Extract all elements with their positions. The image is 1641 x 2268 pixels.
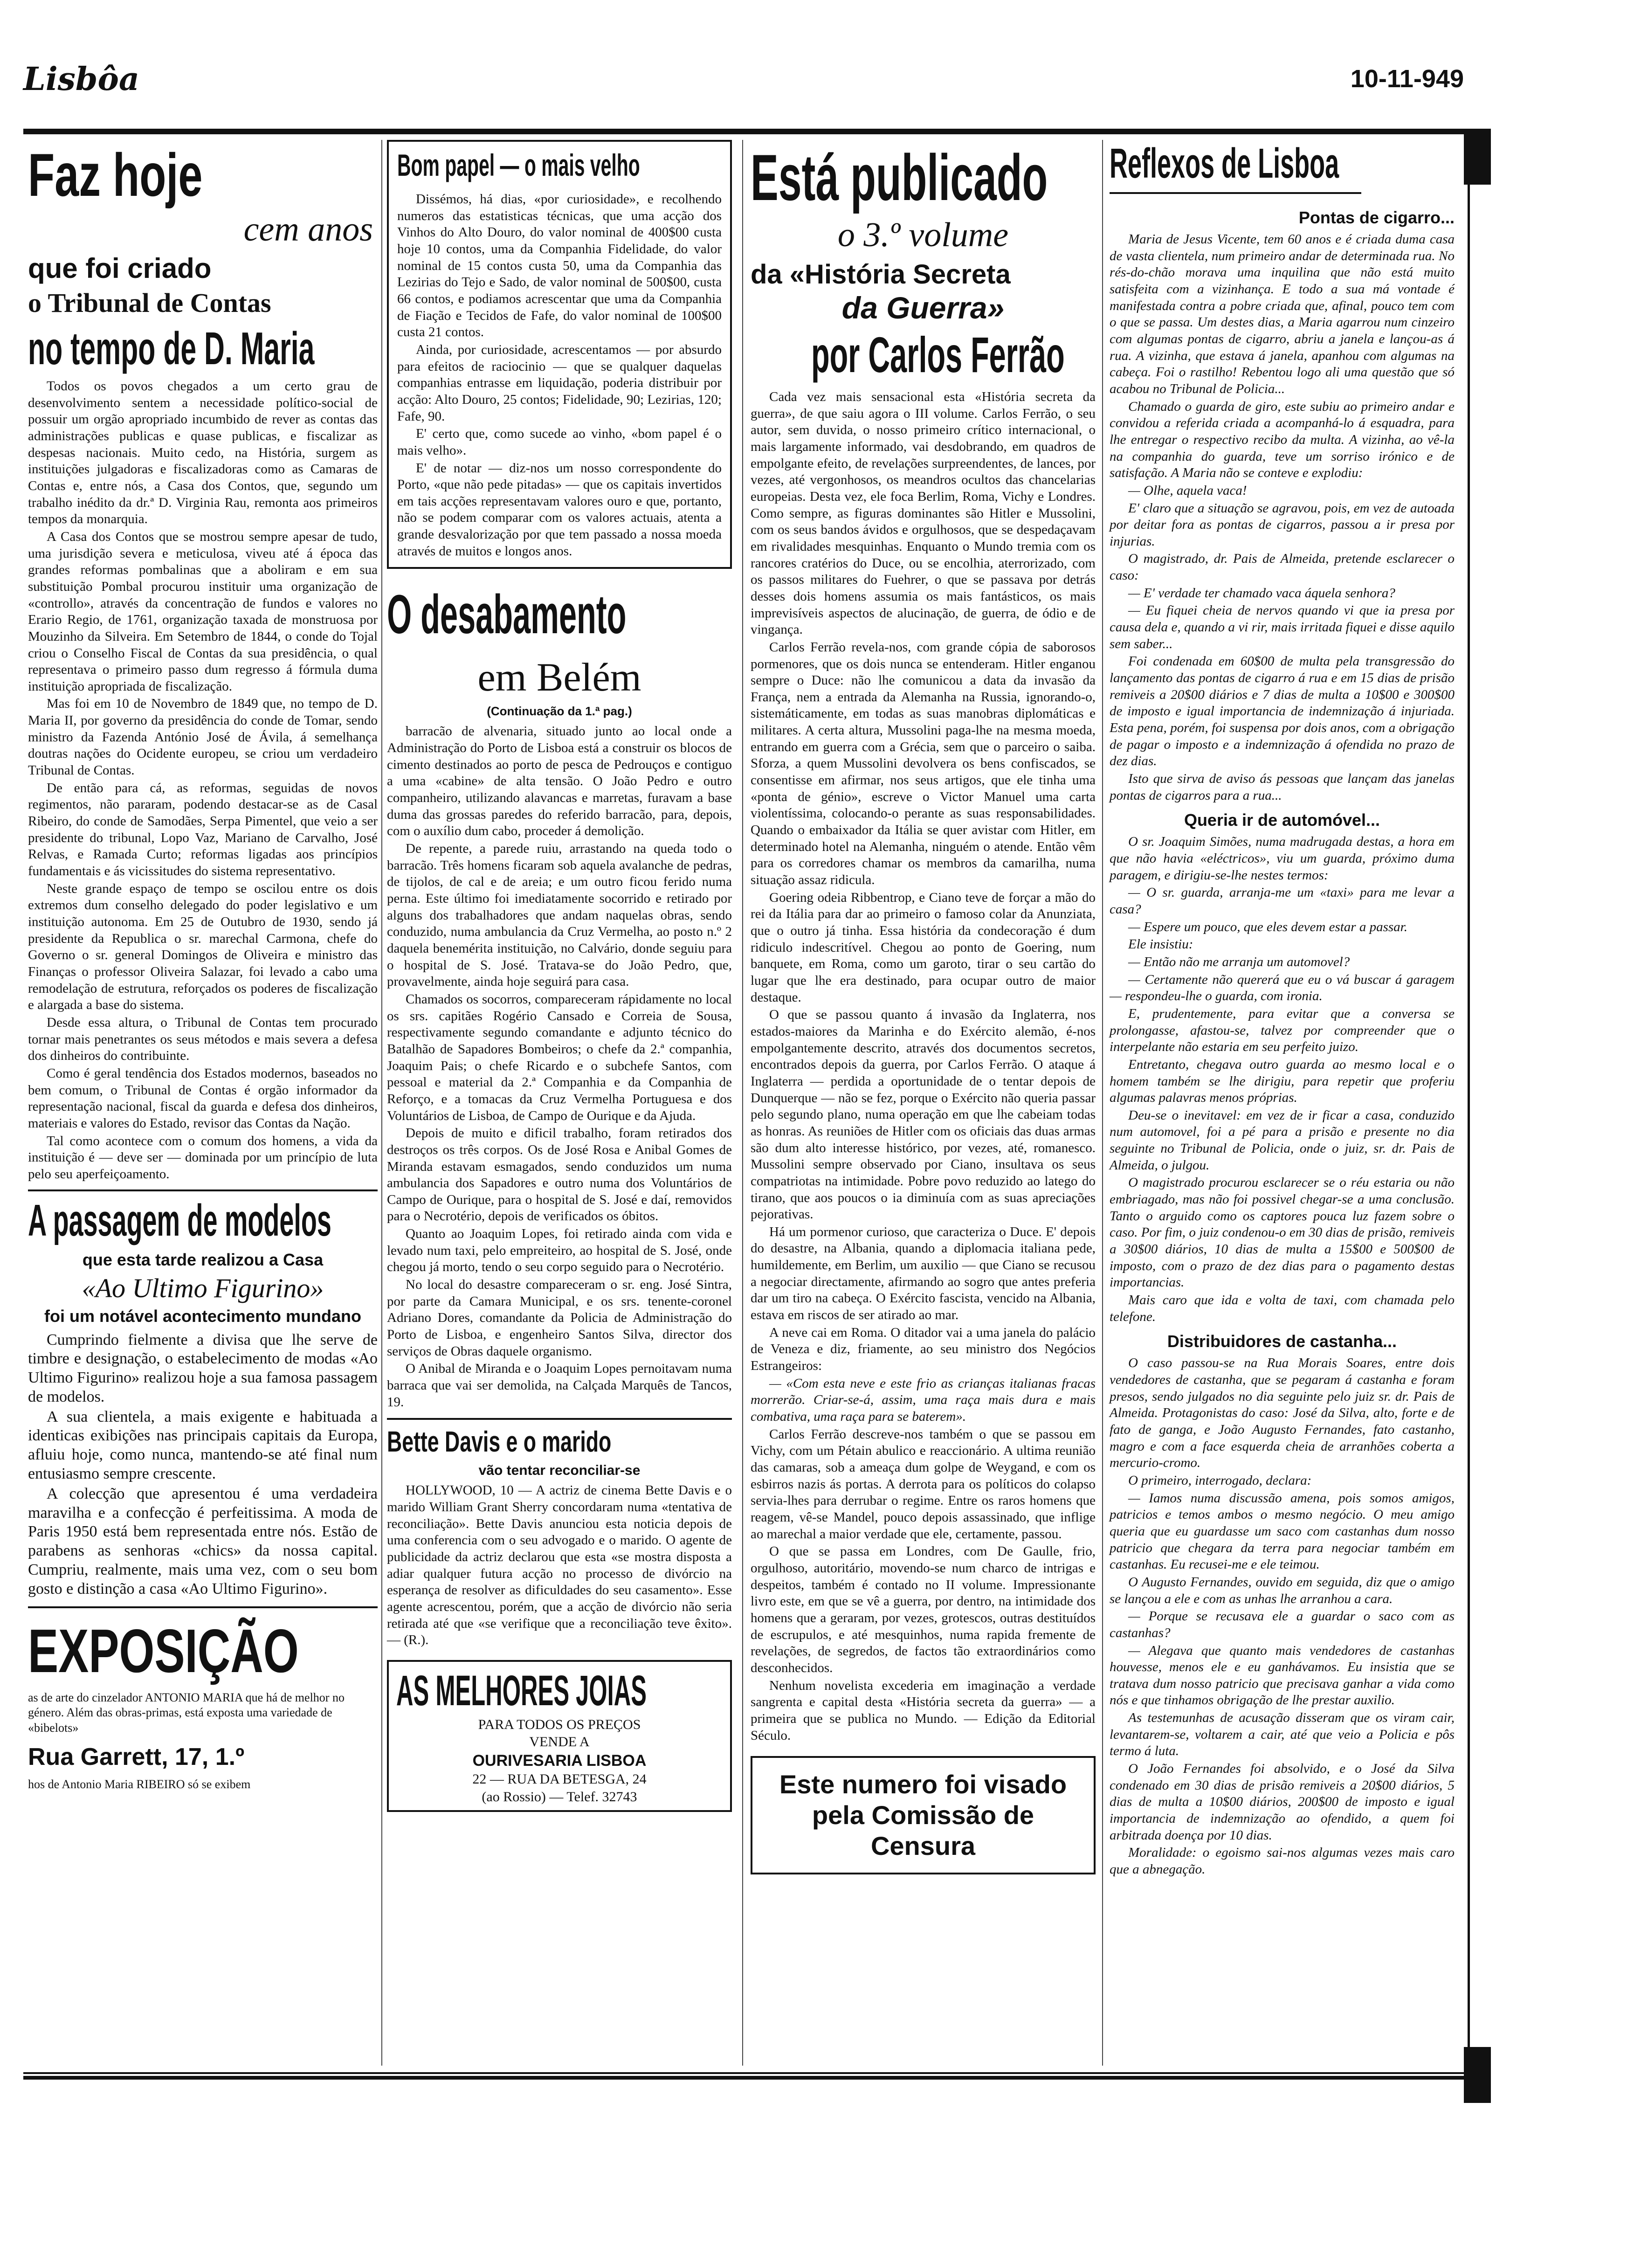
column-4 <box>1110 140 1455 1879</box>
desabamento-body <box>387 723 732 1411</box>
paragraph: — Iamos numa discussão amena, pois somos amigos, patricios e temos ambos o mesmo negócio. O meu amigo queria que eu guardasse um saco com castanhas dum nosso patricio que chegara da terra para negociar também em castanhas. Eu recusei-me e ele teimou. <box>1110 1490 1455 1572</box>
subhead-reconciliar: vão tentar reconciliar-se <box>478 1463 641 1479</box>
subhead-figurino: «Ao Ultimo Figurino» <box>82 1272 324 1303</box>
paragraph: Desde essa altura, o Tribunal de Contas tem procurado tornar mais penetrantes os seus métodos e mais severa a defesa dos dinheiros do contribuinte. <box>28 1015 378 1064</box>
headline-faz-hoje: Faz hoje <box>28 141 203 209</box>
headline-que-foi-criado: que foi criado <box>28 253 212 284</box>
paragraph: Todos os povos chegados a um certo grau de desenvolvimento sentem a necessidade político-social de possuir um orgão apropriado incumbido de rever as contas das administrações publicas e quase publicas, e fiscalizar as despesas nacionais. Muito cedo, na História, surgem as instituições julgadoras e fiscalizadoras como as Camaras de Contas e, entre nós, a Casa dos Contos, que, segundo um trabalho inédito da dr.ª D. Virginia Rau, remonta aos primeiros tempos da monarquia. <box>28 379 378 527</box>
paragraph: O Anibal de Miranda e o Joaquim Lopes pernoitavam numa barraca que vai ser demolida, na Calçada Marquês de Tancos, 19. <box>387 1361 732 1410</box>
paragraph: O primeiro, interrogado, declara: <box>1128 1473 1312 1488</box>
paragraph: A neve cai em Roma. O ditador vai a uma janela do palácio de Veneza e diz, friamente, ao seu ministro dos Negócios Estrangeiros: <box>751 1325 1096 1374</box>
paragraph: Chamado o guarda de giro, este subiu ao primeiro andar e convidou a referida criada a acompanhá-lo á esquadra, para lhe entregar o respectivo recibo da multa. A vizinha, ao vê-la na companhia do guarda, teve um sorriso irónico e de satisfação. A Maria não se conteve e explodiu: <box>1110 399 1455 481</box>
continuation-note: (Continuação da 1.ª pag.) <box>487 704 632 719</box>
paragraph: O caso passou-se na Rua Morais Soares, entre dois vendedores de castanha, que se pegaram á castanha e foram presos, sendo julgados no dia seguinte pelo juiz sr. dr. Pais de Almeida. Protagonistas do caso: José da Silva, alto, forte e de fato de ganga, e João Augusto Fernandes, fato castanho, magro e com a face esquerda cheia de arranhões coberta a mercurio-cromo. <box>1110 1355 1455 1471</box>
reflexos-header <box>1110 140 1361 194</box>
paragraph: Moralidade: o egoismo sai-nos algumas vezes mais caro que a abnegação. <box>1110 1845 1455 1877</box>
subhead-tarde: que esta tarde realizou a Casa <box>82 1250 324 1269</box>
paragraph: E' de notar — diz-nos um nosso correspondente do Porto, «que não pede pitadas» — que os capitais invertidos em tais acções representavam valores ouro e que, portanto, não se podem comparar com os valores actuais, atenta a grande desvalorização por que tem passado a nossa moeda através de muitos e longos anos. <box>397 460 722 559</box>
paragraph: Depois de muito e dificil trabalho, foram retirados dos destroços os três corpos. Os de José Rosa e Anibal Gomes de Miranda estavam esmagados, sendo conduzidos um numa ambulancia dos Sapadores e outro numa dos Voluntários de Campo de Ourique, para o hospital de S. José e daí, removidos para o Necrotério, depois de verificados os óbitos. <box>387 1126 732 1224</box>
paragraph: Cada vez mais sensacional esta «História secreta da guerra», de que saiu agora o III volume. Carlos Ferrão, o seu autor, sem duvida, o nosso primeiro crítico internacional, o mais largamente informado, vai desdobrando, em quadros de empolgante efeito, de revelações surpreendentes, de lances, por vezes, até vergonhosos, os meandros ocultos das chancelarias europeias. Desta vez, ele foca Berlim, Roma, Vichy e Londres. Como sempre, as figuras dominantes são Hitler e Mussolini, com os seus bandos ávidos e orgulhosos, que se despedaçavam em rivalidades mesquinhas. Enquanto o Mundo tremia com os rancores cratérios do Duce, ou se encolhia, aterrorizado, com os passos militares do Fuehrer, o que se passava por detrás desses dois homens assumia os mais fantásticos, os mais imprevisíveis aspectos de alucinação, de guerra, de ódio e de vingança. <box>751 389 1096 637</box>
paragraph: Carlos Ferrão revela-nos, com grande cópia de saborosos pormenores, que os dois nunca se entenderam. Hitler enganou sempre o Duce: não lhe comunicou a data da invasão da França, nem a entrada da Alemanha na Russia, ignorando-o, sistemáticamente, em todas as suas manobras diplomáticas e militares. A certa altura, Mussolini paga-lhe na mesma moeda, entrando em guerra com a Grécia, sem que o parceiro o saiba. Sforza, a quem Mussolini devolvera os bens confiscados, se consentisse em afirmar, nos seus artigos, que ele tinha uma «ponta de génio», escreve o Victor Manuel uma carta violentíssima, colocando-o perante as suas responsabilidades. Quando o embaixador da Itália se quer avistar com Hitler, em determinado hotel na Alemanha, ninguém o atende. Então vêm para os corredores chamar os membros da camarilha, numa situação assaz ridicula. <box>751 639 1096 888</box>
censorship-notice: Este numero foi visado pela Comissão de Censura <box>751 1756 1096 1874</box>
article-historia-body <box>751 389 1096 1744</box>
paragraph: Mas foi em 10 de Novembro de 1849 que, no tempo de D. Maria II, por governo da presidência do conde de Tomar, sendo ministro da Fazenda António José de Ávila, á semelhança doutras nações do Ocidente europeu, se criou um verdadeiro Tribunal de Contas. <box>28 696 378 778</box>
paragraph: O João Fernandes foi absolvido, e o José da Silva condenado em 30 dias de prisão remiveis a 20$00 diários, 5 dias de multa a 10$00 diários, 200$00 de imposto e igual importancia de indemnização ao ofendido, a quem foi arbitrada doença por 10 dias. <box>1110 1761 1455 1843</box>
headline-em-belem: em Belém <box>477 655 641 700</box>
ad-joias-line: PARA TODOS OS PREÇOS <box>478 1716 641 1732</box>
paragraph: — Alegava que quanto mais vendedores de castanhas houvesse, menos ele e eu ganhávamos. Eu insistia que se tratava dum nosso patricio que precisava ganhar a vida como nós e que tinhamos obrigação de lhe prestar auxilio. <box>1110 1643 1455 1708</box>
paragraph: — Eu fiquei cheia de nervos quando vi que ia presa por causa dela e, quando a vi rir, mais irritada fiquei e disse aquilo sem saber... <box>1110 603 1455 651</box>
paragraph: E' certo que, como sucede ao vinho, «bom papel é o mais velho». <box>397 426 722 458</box>
headline-cem-anos: cem anos <box>243 210 373 249</box>
exposicao-text: as de arte do cinzelador ANTONIO MARIA que há de melhor no género. Além das obras-primas, está exposta uma variedade de «bibelots» <box>28 1690 345 1735</box>
article-passagem <box>28 1189 378 1599</box>
article-passagem-body <box>28 1331 378 1599</box>
headline-tribunal: o Tribunal de Contas <box>28 288 271 318</box>
paragraph: Nenhum novelista excederia em imaginação a verdade sangrenta e capital desta «História secreta da guerra» — a primeira que se publica no Mundo. — Edição da Editorial Século. <box>751 1678 1096 1743</box>
ad-exposicao <box>28 1606 378 1792</box>
paragraph: Foi condenada em 60$00 de multa pela transgressão do lançamento das pontas de cigarro á rua e em 15 dias de prisão remiveis a 20$00 diários e 7 dias de multa a 10$00 e 300$00 de imposto e igual importancia de indemnização á injuriada. Esta pena, porém, foi suspensa por dois anos, com a obrigação de pagar o imposto e a indemnização á ofendida no prazo de dez dias. <box>1110 654 1455 769</box>
section-castanha <box>1110 1355 1455 1878</box>
paragraph: Mais caro que ida e volta de taxi, com chamada pelo telefone. <box>1110 1293 1455 1324</box>
paragraph: Chamados os socorros, compareceram rápidamente no local os srs. capitães Rogério Cansado e Correia de Sousa, respectivamente segundo comandante e adjunto técnico do Batalhão de Sapadores Bombeiros; o chefe da 2.ª companhia, Joaquim Pais; o chefe Ricardo e o subchefe Santos, com pessoal e material da 2.ª Companhia e da Companhia de Reforço, e a tomacas da Cruz Vermelha Portuguesa e dos Voluntários de Lisboa, de Campo de Ourique e da Ajuda. <box>387 991 732 1123</box>
headline-bette-davis: Bette Davis e o marido <box>387 1426 612 1459</box>
paragraph: Entretanto, chegava outro guarda ao mesmo local e o homem também se lhe dirigiu, para repetir que proferiu algumas palavras menos próprias. <box>1110 1057 1455 1106</box>
paragraph: Carlos Ferrão descreve-nos também o que se passou em Vichy, com um Pétain abulico e reaccionário. A ultima reunião das camaras, sob a ameaça dum golpe de Weygand, e com os esbirros nazis ás portas. A derrota para os políticos do colapso servia-lhes para derrubar o regime. Entre os raros homens que reagem, vê-se Mandel, pouco depois assassinado, que inflige ao marechal a maior verdade que ele, certamente, passou. <box>751 1426 1096 1542</box>
paragraph: — Então não me arranja um automovel? <box>1128 954 1350 969</box>
bom-papel-body <box>397 191 722 560</box>
paragraph: E' claro que a situação se agravou, pois, em vez de autoada por deitar fora as pontas de cigarros, passou a ir presa por injurias. <box>1110 500 1455 549</box>
paragraph: A Casa dos Contos que se mostrou sempre apesar de tudo, uma jurisdição severa e meticulosa, viveu até á época das grandes reformas pombalinas que a aboliram e em sua substituição Pombal procurou instituir uma organização de «controllo», através da concentração de fundos e valores no Erario Regio, de 1761, organização taxada de monstruosa por Mouzinho da Silveira. Em Setembro de 1844, o conde do Tojal criou o Conselho Fiscal de Contas da sua presidência, o qual representava o primeiro passo dum regresso á fórmula duma instituição apropriada de fiscalização. <box>28 529 378 694</box>
column-1 <box>28 140 378 1791</box>
top-rule <box>23 129 1469 134</box>
headline-melhores-joias: AS MELHORES JOIAS <box>396 1666 647 1715</box>
issue-date: 10-11-949 <box>1350 65 1464 93</box>
corner-block-top <box>1464 129 1491 185</box>
article-desabamento <box>387 583 732 1411</box>
subhead-notavel: foi um notável acontecimento mundano <box>44 1306 362 1326</box>
ad-joias-line: 22 — RUA DA BETESGA, 24 <box>472 1771 647 1787</box>
article-tribunal-body <box>28 378 378 1183</box>
paragraph: — Espere um pouco, que eles devem estar a passar. <box>1128 919 1407 934</box>
box-bom-papel <box>387 140 732 569</box>
exposicao-footer: hos de Antonio Maria RIBEIRO só se exibem <box>28 1777 251 1791</box>
headline-bom-papel: Bom papel — o mais velho <box>397 148 640 182</box>
paragraph: — Certamente não quererá que eu o vá buscar á garagem — respondeu-lhe o guarda, com ironia. <box>1110 972 1455 1004</box>
paragraph: E, prudentemente, para evitar que a conversa se prolongasse, afastou-se, talvez por compreender que o interpelante não estaria em seu perfeito juizo. <box>1110 1006 1455 1055</box>
paragraph: — Porque se recusava ele a guardar o saco com as castanhas? <box>1110 1609 1455 1640</box>
subhead-pontas-cigarro: Pontas de cigarro... <box>1298 208 1455 227</box>
headline-passagem-modelos: A passagem de modelos <box>28 1195 331 1245</box>
newspaper-name: Lisbôa <box>23 61 139 98</box>
headline-d-maria: no tempo de D. Maria <box>28 323 315 374</box>
paragraph: O Augusto Fernandes, ouvido em seguida, diz que o amigo se lançou a ele e com as unhas lhe arranhou a cara. <box>1110 1574 1455 1606</box>
paragraph: Ele insistiu: <box>1128 937 1193 952</box>
headline-historia-secreta: da «História Secreta <box>751 259 1011 290</box>
column-rule <box>1102 140 1103 2066</box>
column-3 <box>751 140 1096 1874</box>
paragraph: — Olhe, aquela vaca! <box>1128 483 1247 498</box>
subhead-automovel: Queria ir de automóvel... <box>1184 810 1380 830</box>
paragraph: Há um pormenor curioso, que caracteriza o Duce. E' depois do desastre, na Albania, quando a diplomacia italiana pede, humildemente, em Berlim, um auxilio — que Ciano se recusou a negociar directamente, afirmando ao sogro que antes preferia dar um tiro na cabeça. O Exército fascista, vencido na Albania, estava em riscos de ser atirado ao mar. <box>751 1224 1096 1323</box>
paragraph: — O sr. guarda, arranja-me um «taxi» para me levar a casa? <box>1110 885 1455 917</box>
column-rule <box>742 140 743 2066</box>
paragraph: Dissémos, há dias, «por curiosidade», e recolhendo numeros das estatisticas técnicas, que uma acção dos Vinhos do Alto Douro, do valor nominal de 400$00 custa hoje 10 contos, uma da Companhia Fidelidade, do valor nominal de 15 contos custa 50, uma da Companhia das Lezirias do Tejo e Sado, de valor nominal de 500$00, custa 66 contos, e podiamos acrescentar que uma da Companhia de Fiação e Tecidos de Fafe, do valor nominal de 100$00 custa 21 contos. <box>397 192 722 340</box>
right-border <box>1468 130 1488 2102</box>
headline-esta-publicado: Está publicado <box>751 141 1048 214</box>
ad-joias-line: VENDE A <box>529 1734 590 1750</box>
paragraph: A sua clientela, a mais exigente e habituada a identicas exibições nas principais capitais da Europa, afluiu hoje, como nunca, mantendo-se até final num entusiasmo sempre crescente. <box>28 1408 378 1483</box>
headline-exposicao: EXPOSIÇÃO <box>28 1616 299 1685</box>
paragraph: Deu-se o inevitavel: em vez de ir ficar a casa, conduzido num automovel, foi a pé para a prisão e presente no dia seguinte no Tribunal de Policia, onde o juiz, sr. dr. Pais de Almeida, o julgou. <box>1110 1107 1455 1173</box>
paragraph: No local do desastre compareceram o sr. eng. José Sintra, por parte da Camara Municipal, e os srs. tenente-coronel Adriano Dores, comandante da Policia de Administração do Porto de Lisboa, e engenheiro Santos Silva, director dos serviços de Obras daquele organismo. <box>387 1277 732 1359</box>
masthead <box>23 61 1464 112</box>
subhead-castanha: Distribuidores de castanha... <box>1167 1332 1397 1351</box>
paragraph: Maria de Jesus Vicente, tem 60 anos e é criada duma casa de vasta clientela, num primeiro andar de determinada rua. No rés-do-chão morava uma inquilina que não está muito satisfeita com a vizinhança. E todo a sua má vontade é manifestada contra a pobre criada que, afinal, pouco tem com o que se passa. Um destes dias, a Maria agarrou num cinzeiro com algumas pontas de cigarro, abriu a janela e lançou-as á rua. A vizinha, que estava á janela, apanhou com algumas na cabeça. Foi o rastilho! Rebentou logo ali uma questão que só acabou no Tribunal de Policia... <box>1110 232 1455 396</box>
headline-da-guerra: da Guerra» <box>841 290 1005 325</box>
paragraph: HOLLYWOOD, 10 — A actriz de cinema Bette Davis e o marido William Grant Sherry concordaram numa «tentativa de reconciliação». Bette Davis anunciou esta noticia depois de uma conferencia com o seu advogado e o marido. O agente de publicidade da actriz declarou que esta «se mostra disposta a adiar qualquer futura acção no processo de divórcio na esperança de resolver as dificuldades do seu casamento». Esse agente acrescentou, porém, que a acção de divórcio não seria retirada até que «se verifique que a reconciliação teve êxito». — (R.). <box>387 1483 732 1648</box>
paragraph: As testemunhas de acusação disseram que os viram cair, levantarem-se, voltarem a cair, até que veio a Policia e pôs termo á luta. <box>1110 1710 1455 1759</box>
paragraph: Cumprindo fielmente a divisa que lhe serve de timbre e designação, o estabelecimento de modas «Ao Ultimo Figurino» realizou hoje a sua famosa passagem de modelos. <box>28 1331 378 1405</box>
paragraph: Como é geral tendência dos Estados modernos, baseados no bem comum, o Tribunal de Contas é orgão informador da representação nacional, fiscal da guarda e defesa dos dinheiros, materiais e valores do Estado, revisor das Contas da Nação. <box>28 1065 378 1131</box>
headline-desabamento: O desabamento <box>387 584 627 646</box>
paragraph: — E' verdade ter chamado vaca áquela senhora? <box>1128 585 1395 601</box>
column-2 <box>387 140 732 1812</box>
paragraph: Neste grande espaço de tempo se oscilou entre os dois extremos dum conselho delegado do poder legislativo e um instituição autonoma. Em 25 de Outubro de 1930, sendo já presidente da Republica o sr. marechal Carmona, chefe do Governo o sr. general Domingos de Oliveira e ministro das Finanças o professor Oliveira Salazar, foi levado a cabo uma remodelação de estrutura, reforçados os poderes de fiscalização e alargada a base do sistema. <box>28 881 378 1013</box>
ad-melhores-joias <box>387 1660 732 1812</box>
paragraph: Ainda, por curiosidade, acrescentamos — por absurdo para efeitos de raciocinio — que se qualquer daquelas companhias entrasse em liquidação, poderia distribuir por acção: Alto Douro, 25 contos; Fidelidade, 90; Lezirias, 120; Fafe, 90. <box>397 342 722 424</box>
paragraph: O que se passa em Londres, com De Gaulle, frio, orgulhoso, autoritário, movendo-se num charco de intrigas e despeitos, também é contado no II volume. Impressionante livro este, em que se vê a guerra, por dentro, na intimidade dos homens que a geraram, por vezes, grotescos, outras destituídos de escrupulos, e até mesquinhos, numa rapida fremente de revelações, de segredos, de factos tão extraordinários como desconhecidos. <box>751 1544 1096 1675</box>
paragraph: O magistrado, dr. Pais de Almeida, pretende esclarecer o caso: <box>1110 551 1455 583</box>
paragraph: — «Com esta neve e este frio as crianças italianas fracas morrerão. Criar-se-á, assim, uma raça mais dura e mais combativa, uma raça para se baterem». <box>751 1376 1096 1424</box>
paragraph: A colecção que apresentou é uma verdadeira maravilha e a confecção é perfeitissima. A moda de Paris 1950 está bem representada entre nós. Estão de parabens as senhoras «chics» da nossa capital. Cumpriu, realmente, mais uma vez, com o seu bom gosto e distinção a casa «Ao Ultimo Figurino». <box>28 1485 378 1597</box>
headline-carlos-ferrao: por Carlos Ferrão <box>811 326 1065 383</box>
paragraph: Goering odeia Ribbentrop, e Ciano teve de forçar a mão do rei da Itália para dar ao primeiro o famoso colar da Anunziata, que o outro já tinha. Essa história da condecoração é dum ridiculo indescritível. Chegou ao ponto de Goering, num banquete, em Roma, como um garoto, tirar o seu cartão do lugar que lhe era destinado, para ocupar outro de maior destaque. <box>751 890 1096 1005</box>
paragraph: De então para cá, as reformas, seguidas de novos regimentos, não pararam, podendo destacar-se as de Casal Ribeiro, do conde de Samodães, Serpa Pimentel, que veio a ser presidente do tribunal, Lopo Vaz, Mariano de Carvalho, José Relvas, e Ramada Curto; reformas ligadas aos princípios fundamentais e ás vicissitudes do sistema representativo. <box>28 780 378 879</box>
headline-reflexos-lisboa: Reflexos de Lisboa <box>1110 140 1339 187</box>
paragraph: O magistrado procurou esclarecer se o réu estaria ou não embriagado, mas não foi possivel chegar-se a uma conclusão. Tanto o arguido como os captores pouca luz fazem sobre o caso. Por fim, o juiz condenou-o em 30 dias de prisão, remiveis a 30$00 diários, 10 dias de multa a 15$00 e 500$00 de imposto, com o prazo de dez dias para o pagamento destas importancias. <box>1110 1175 1455 1290</box>
paragraph: barracão de alvenaria, situado junto ao local onde a Administração do Porto de Lisboa está a construir os blocos de cimento destinados ao porto de pesca de Pedrouços e contiguo a uma «cabine» de alta tensão. O João Pedro e outro companheiro, utilizando alavancas e marretas, furavam a base duma das grossas paredes do referido barracão, para, depois, com o auxílio dum cabo, proceder á demolição. <box>387 724 732 839</box>
paragraph: O que se passou quanto á invasão da Inglaterra, nos estados-maiores da Marinha e do Exército alemão, é-nos empolgantemente descrito, através dos documentos secretos, encontrados depois da guerra, por Carlos Ferrão. O ataque á Inglaterra — perdida a oportunidade de o tentar depois de Dunquerque — não se fez, porque o Exército não queria passar pelo segundo plano, numa operação em que lhe cabeiam todas as honras. As reuniões de Hitler com os oficiais das duas armas são dum alto interesse histórico, por vezes, até, romanesco. Mussolini sempre observado por Ciano, insultava os seus compatriotas na intimidade. Pobre povo reduzido ao latego do tirano, que aos poucos o ia diminuía com as suas apreciações pejorativas. <box>751 1007 1096 1222</box>
article-bette-davis <box>387 1418 732 1649</box>
bottom-rule <box>23 2072 1469 2080</box>
paragraph: Tal como acontece com o comum dos homens, a vida da instituição é — deve ser — dominada por um princípio de luta pelo seu aperfeiçoamento. <box>28 1133 378 1182</box>
paragraph: De repente, a parede ruiu, arrastando na queda todo o barracão. Três homens ficaram sob aquela avalanche de pedras, de tijolos, de cal e de areia; e um outro ficou ferido numa perna. Este último foi imediatamente socorrido e retirado por alguns dos trabalhadores que andam naquelas obras, sendo conduzido, numa ambulancia da Cruz Vermelha, ao posto n.º 2 daquela benemérita instituição, no Calvário, donde seguiu para o hospital de S. José. Tratava-se do João Pedro, que, provavelmente, ainda hoje seguirá para casa. <box>387 841 732 989</box>
exposicao-address: Rua Garrett, 17, 1.º <box>28 1743 245 1771</box>
column-rule <box>381 140 382 2066</box>
bette-davis-body <box>387 1482 732 1649</box>
section-automovel <box>1110 834 1455 1325</box>
ad-joias-line: (ao Rossio) — Telef. 32743 <box>482 1789 637 1805</box>
headline-3-volume: o 3.º volume <box>837 216 1009 254</box>
paragraph: Isto que sirva de aviso ás pessoas que lançam das janelas pontas de cigarros para a rua... <box>1110 771 1455 803</box>
section-pontas-cigarro <box>1110 231 1455 804</box>
ad-joias-store: OURIVESARIA LISBOA <box>472 1751 647 1770</box>
paragraph: O sr. Joaquim Simões, numa madrugada destas, a hora em que não havia «eléctricos», viu um guarda, próximo duma paragem, e dirigiu-se-lhe nestes termos: <box>1110 834 1455 883</box>
paragraph: Quanto ao Joaquim Lopes, foi retirado ainda com vida e levado num taxi, pelo empreiteiro, ao hospital de S. José, onde chegou já morto, tendo o seu corpo seguido para o Necrotério. <box>387 1226 732 1275</box>
